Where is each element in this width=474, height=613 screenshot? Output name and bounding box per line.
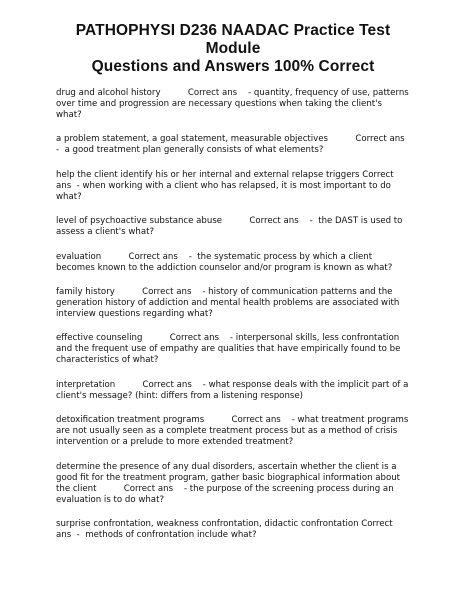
qa-item: level of psychoactive substance abuse Correct ans - the DAST is used to assess a client's what? <box>56 216 406 238</box>
document-title <box>56 22 410 76</box>
qa-item: determine the presence of any dual disorders, ascertain whether the client is a good fit for the treatment program, gather basic biographical information about the client Correct ans - the purpose of the screening process during an evaluation is to do what? <box>56 461 403 505</box>
qa-item: a problem statement, a goal statement, measurable objectives Correct ans - a good treatment plan generally consists of what elements? <box>56 134 416 156</box>
qa-item: evaluation Correct ans - the systematic process by which a client becomes known to the addiction counselor and/or program is known as what? <box>56 251 393 273</box>
title-line-1: PATHOPHYSI D236 NAADAC Practice Test Module <box>75 22 391 57</box>
qa-item: family history Correct ans - history of communication patterns and the generation history of addiction and mental health problems are associated with interview questions regarding what? <box>56 286 403 319</box>
qa-item: help the client identify his or her internal and external relapse triggers Correct ans - when working with a client who has relapsed, it is most important to do what? <box>56 169 397 202</box>
qa-item: effective counseling Correct ans - interpersonal skills, less confrontation and the frequent use of empathy are qualities that have empirically found to be characteristics of what? <box>56 333 404 366</box>
qa-item: drug and alcohol history Correct ans - quantity, frequency of use, patterns over time and progression are necessary questions when taking the client's what? <box>56 88 412 120</box>
qa-item: interpretation Correct ans - what response deals with the implicit part of a client's message? (hint: differs from a listening response) <box>56 379 412 401</box>
qa-item: surprise confrontation, weakness confrontation, didactic confrontation Correct ans - methods of confrontation include what? <box>56 518 396 540</box>
title-line-2: Questions and Answers 100% Correct <box>91 58 375 75</box>
qa-list <box>56 88 416 541</box>
qa-item: detoxification treatment programs Correct ans - what treatment programs are not usually seen as a complete treatment process but as a method of crisis intervention or a prelude to more extended treatment? <box>56 415 412 448</box>
